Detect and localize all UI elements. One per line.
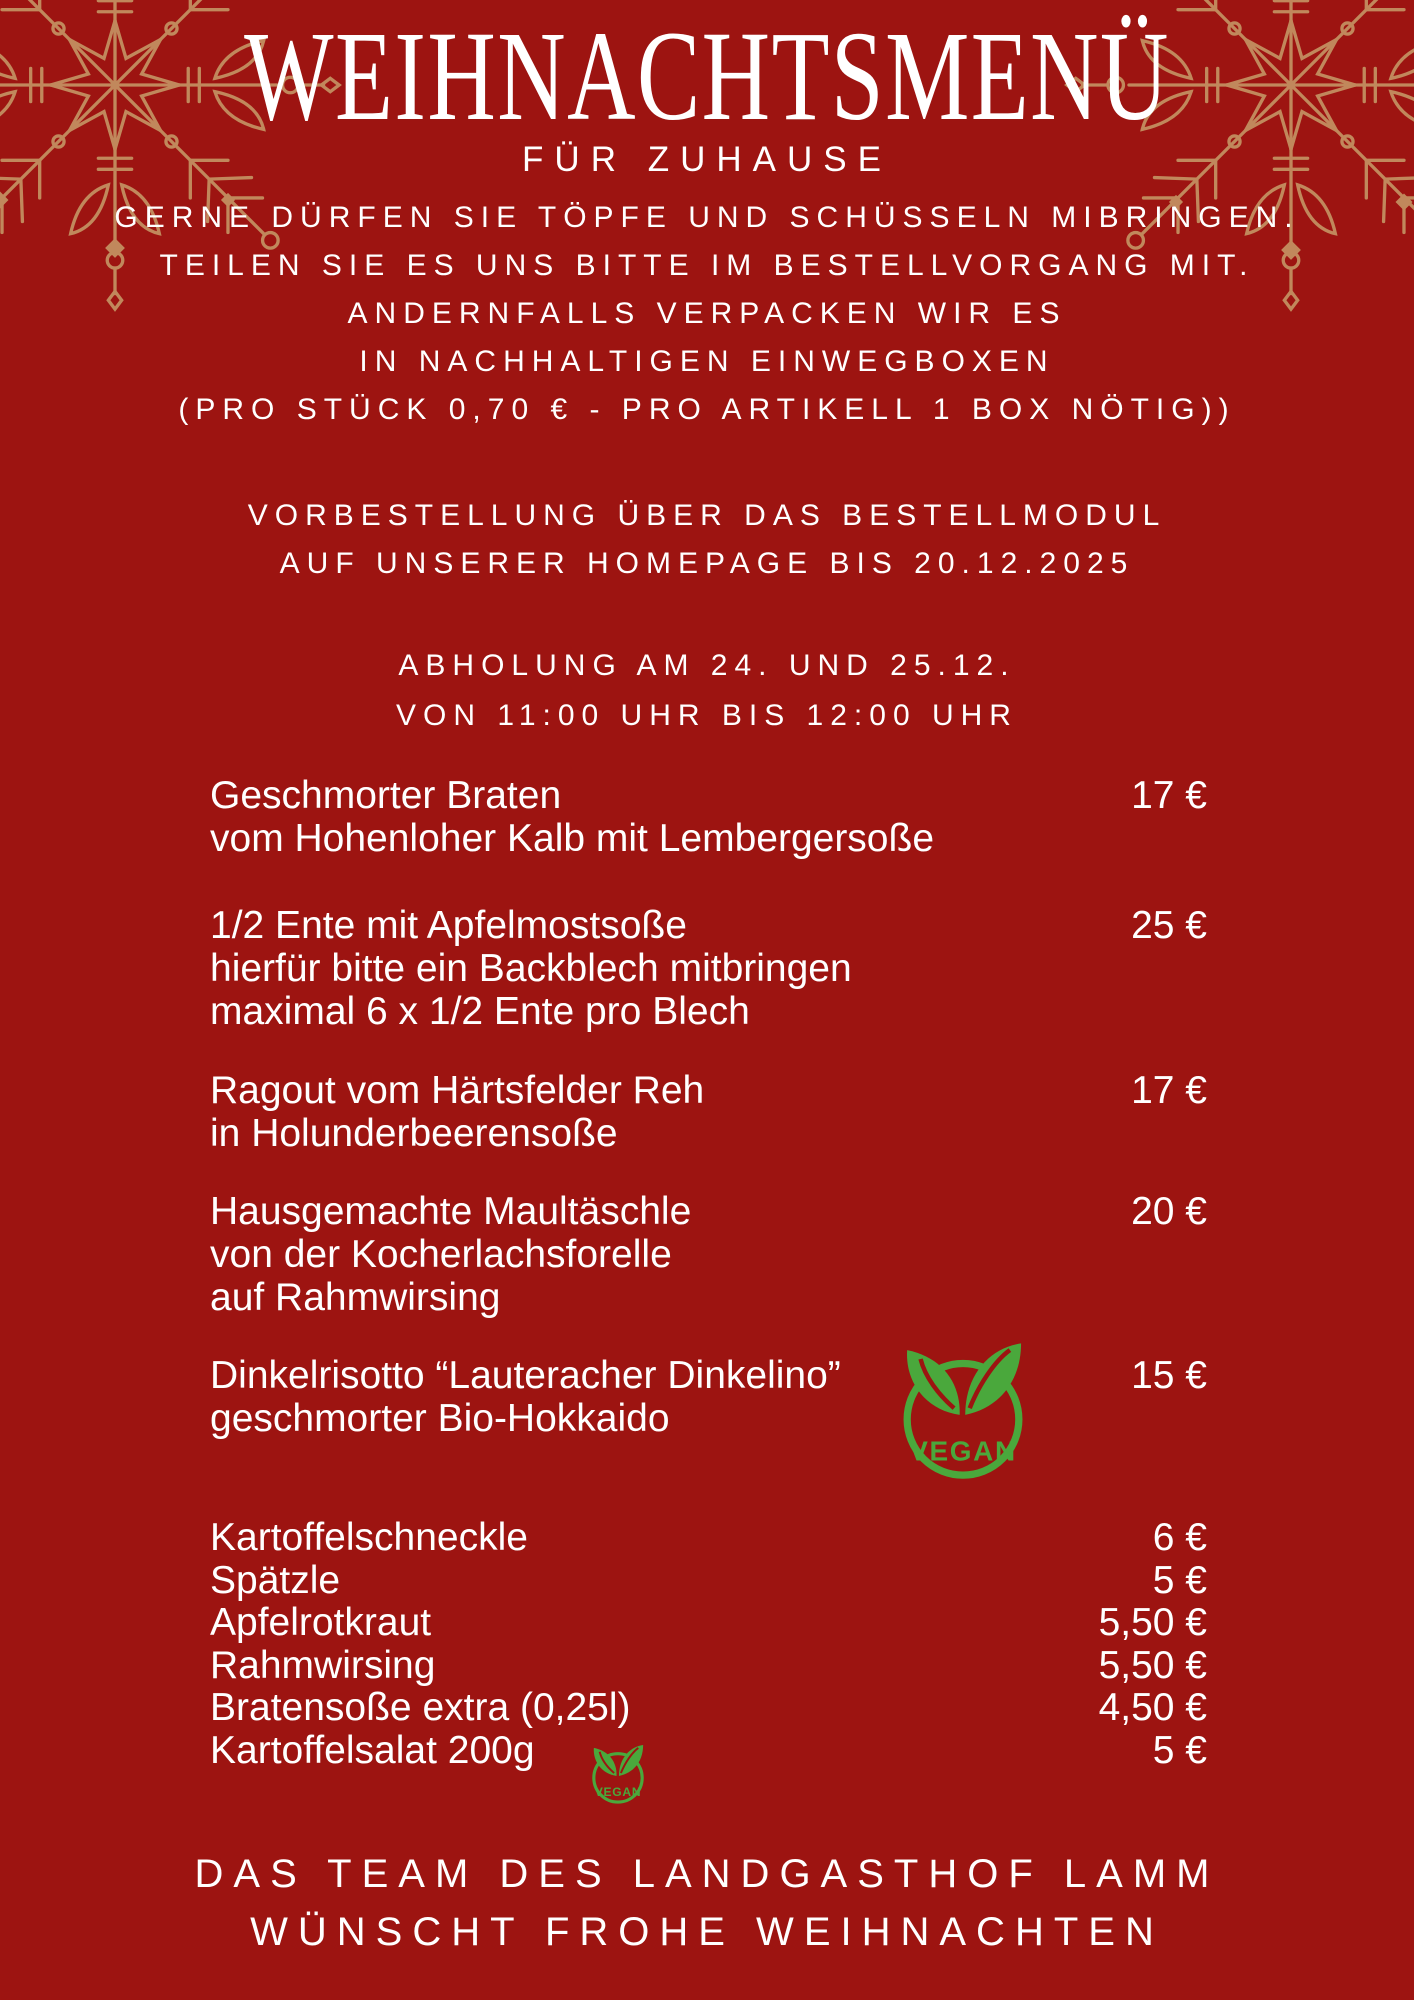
- side-dish-name: Bratensoße extra (0,25l): [210, 1686, 631, 1730]
- menu-item-description: maximal 6 x 1/2 Ente pro Blech: [210, 990, 750, 1033]
- intro-line: GERNE DÜRFEN SIE TÖPFE UND SCHÜSSELN MIBRINGEN.: [114, 201, 1300, 234]
- vegan-icon: [896, 1341, 1030, 1482]
- side-dish-name: Kartoffelschneckle: [210, 1516, 528, 1559]
- menu-item-name: Ragout vom Härtsfelder Reh: [210, 1069, 705, 1112]
- vegan-badge-label: VEGAN: [909, 1435, 1017, 1467]
- menu-item-description: vom Hohenloher Kalb mit Lembergersoße: [210, 817, 935, 860]
- pickup-line: VON 11:00 UHR BIS 12:00 UHR: [396, 699, 1018, 732]
- side-dish-price: 5 €: [1152, 1728, 1207, 1772]
- footer-greeting: [0, 1845, 1414, 1961]
- menu-item-price: 15 €: [1131, 1354, 1207, 1397]
- menu-item-description: von der Kocherlachsforelle: [210, 1233, 672, 1276]
- intro-line: ANDERNFALLS VERPACKEN WIR ES: [347, 297, 1067, 330]
- menu-item-description: geschmorter Bio-Hokkaido: [210, 1397, 670, 1440]
- menu-item: [210, 1069, 1207, 1155]
- menu-item-name: Geschmorter Braten: [210, 774, 562, 817]
- menu-item: [210, 1190, 1207, 1319]
- side-dish-price: 6 €: [1152, 1516, 1207, 1559]
- menu-item-name: Dinkelrisotto “Lauteracher Dinkelino”: [210, 1354, 841, 1397]
- side-dish-row: [210, 1730, 1207, 1773]
- menu-item-price: 25 €: [1131, 904, 1207, 947]
- side-dish-price: 5,50 €: [1098, 1601, 1207, 1645]
- intro-line: (PRO STÜCK 0,70 € - PRO ARTIKELL 1 BOX NÖTIG)): [178, 393, 1236, 426]
- footer-line: WÜNSCHT FROHE WEIHNACHTEN: [250, 1910, 1164, 1954]
- menu-item-name: 1/2 Ente mit Apfelmostsoße: [210, 904, 687, 947]
- side-dish-name: Spätzle: [210, 1558, 341, 1602]
- intro-text: [0, 194, 1414, 434]
- side-dish-row: [210, 1517, 1207, 1560]
- intro-line: IN NACHHALTIGEN EINWEGBOXEN: [359, 345, 1055, 378]
- menu-item-description: in Holunderbeerensoße: [210, 1112, 618, 1155]
- ordering-line: AUF UNSERER HOMEPAGE BIS 20.12.2025: [279, 547, 1135, 580]
- side-dish-row: [210, 1560, 1207, 1603]
- vegan-icon: [589, 1744, 647, 1805]
- menu-item-name: Hausgemachte Maultäschle: [210, 1190, 692, 1233]
- ordering-info: [0, 492, 1414, 588]
- side-dish-name: Rahmwirsing: [210, 1643, 436, 1687]
- footer-line: DAS TEAM DES LANDGASTHOF LAMM: [194, 1852, 1220, 1896]
- page-title: WEIHNACHTSMENÜ: [244, 5, 1170, 147]
- side-dish-price: 5 €: [1152, 1558, 1207, 1602]
- side-dish-price: 5,50 €: [1098, 1643, 1207, 1687]
- side-dish-row: [210, 1687, 1207, 1730]
- side-dish-name: Apfelrotkraut: [210, 1601, 432, 1645]
- pickup-line: ABHOLUNG AM 24. UND 25.12.: [398, 649, 1016, 682]
- page-subtitle: FÜR ZUHAUSE: [522, 140, 892, 179]
- menu-item: [210, 1354, 1207, 1440]
- menu-item-price: 17 €: [1131, 1069, 1207, 1112]
- ordering-line: VORBESTELLUNG ÜBER DAS BESTELLMODUL: [247, 499, 1167, 532]
- side-dish-row: [210, 1645, 1207, 1688]
- menu-item-price: 17 €: [1131, 774, 1207, 817]
- side-dish-row: [210, 1602, 1207, 1645]
- menu-item: [210, 904, 1207, 1033]
- menu-item-description: hierfür bitte ein Backblech mitbringen: [210, 947, 852, 990]
- menu-item: [210, 774, 1207, 860]
- menu-item-description: auf Rahmwirsing: [210, 1276, 501, 1319]
- side-dish-name: Kartoffelsalat 200g: [210, 1728, 535, 1772]
- side-dish-price: 4,50 €: [1098, 1686, 1207, 1730]
- menu-item-price: 20 €: [1131, 1190, 1207, 1233]
- side-dishes-list: [210, 1517, 1207, 1773]
- intro-line: TEILEN SIE ES UNS BITTE IM BESTELLVORGANG MIT.: [159, 249, 1255, 282]
- pickup-info: [0, 641, 1414, 741]
- vegan-badge-label: VEGAN: [594, 1784, 642, 1799]
